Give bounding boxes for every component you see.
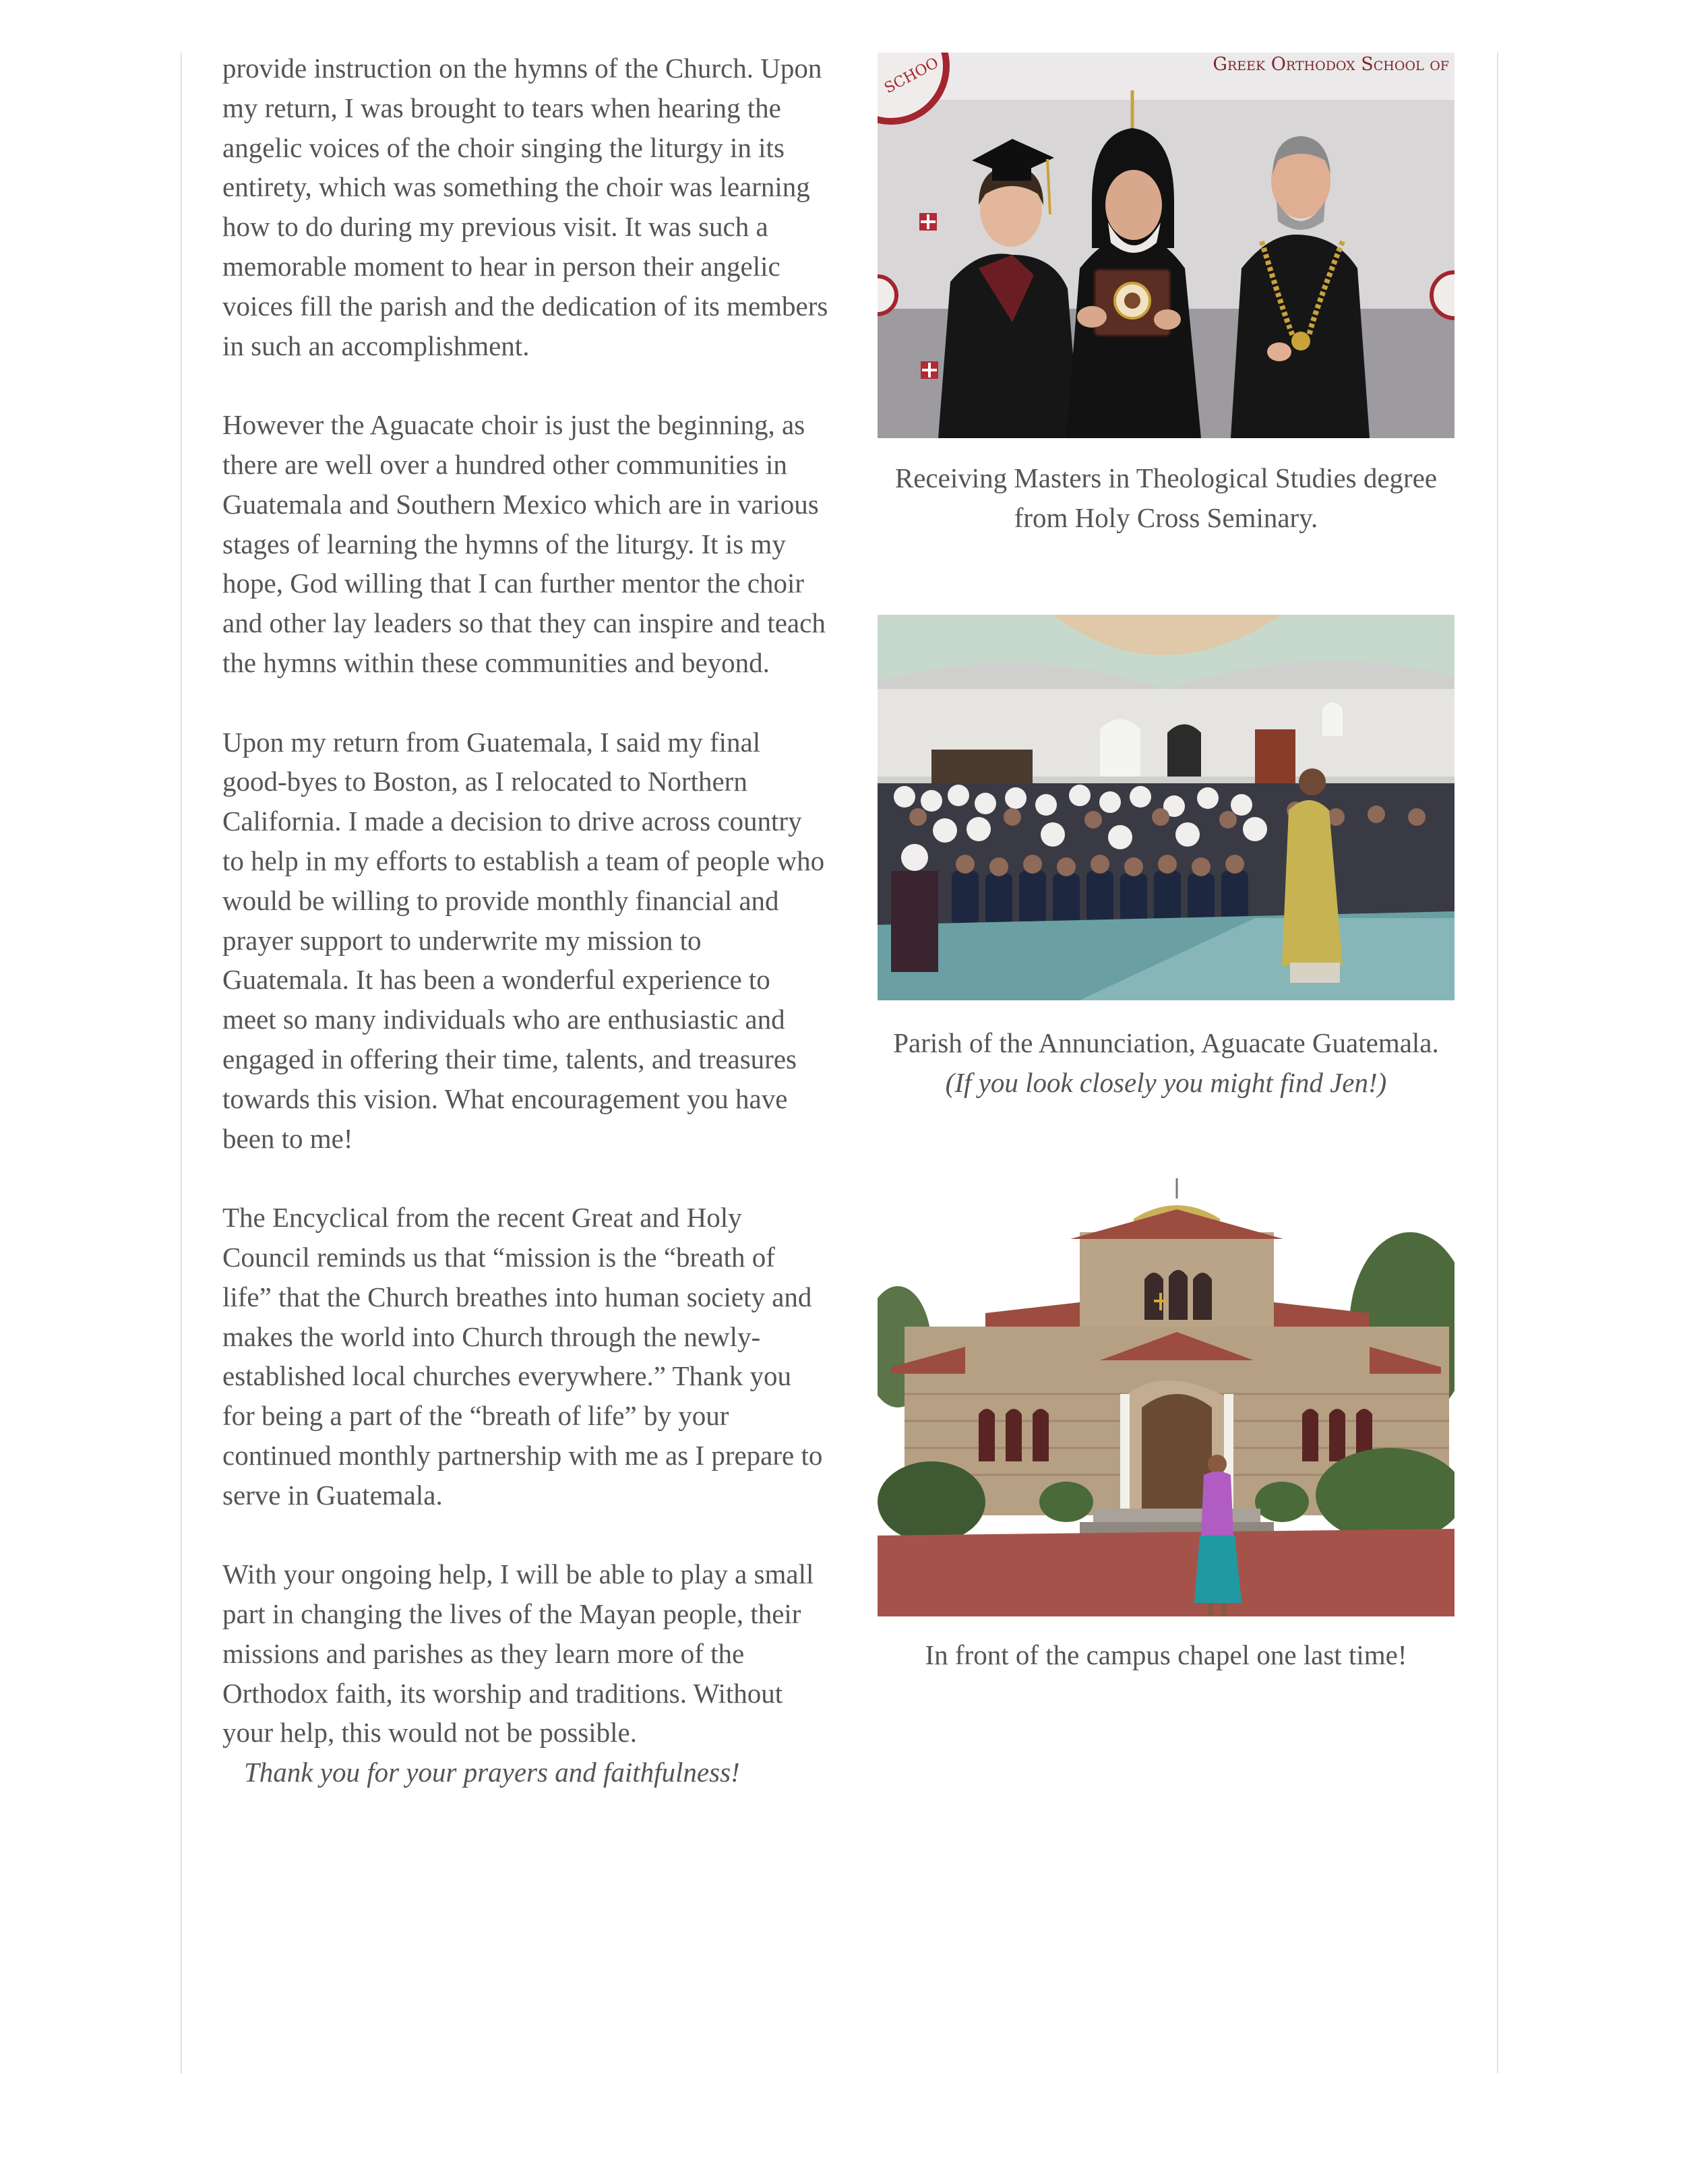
parish-caption-main: Parish of the Annunciation, Aguacate Guatemala. [893, 1027, 1439, 1058]
paragraph-encyclical: The Encyclical from the recent Great and Holy Council reminds us that “mission is the “breath of life” that the Church breathes into human society and makes the world into Church through the newly-established local churches everywhere.” Thank you for being a part of the “breath of life” by your continued monthly partnership with me as I prepare to serve in Guatemala. [222, 1202, 823, 1511]
parish-caption [869, 1023, 1463, 1103]
graduation-photo [878, 53, 1454, 438]
paragraph-relocation: Upon my return from Guatemala, I said my final good-byes to Boston, as I relocated to Northern California. I made a decision to drive across country to help in my efforts to establish a team of people who would be willing to provide monthly financial and prayer support to underwrite my mission to Guatemala. It has been a wonderful experience to meet so many individuals who are enthusiastic and engaged in offering their time, talents, and treasures towards this vision. What encouragement you have been to me! [222, 726, 825, 1154]
graduation-caption: Receiving Masters in Theological Studies degree from Holy Cross Seminary. [894, 462, 1438, 533]
banner-text: Greek Orthodox School of [1213, 54, 1449, 75]
chapel-caption: In front of the campus chapel one last time! [925, 1639, 1407, 1670]
seal-text: SCHOO [882, 54, 942, 97]
chapel-photo [878, 1178, 1454, 1616]
paragraph-choir-return: provide instruction on the hymns of the Church. Upon my return, I was brought to tears when hearing the angelic voices of the choir singing the liturgy in its entirety, which was something the choir was learning how to do during my previous visit. It was such a memorable moment to hear in person their angelic voices fill the parish and the dedication of its members in such an accomplishment. [222, 53, 828, 361]
closing-thanks: Thank you for your prayers and faithfulness! [244, 1757, 740, 1788]
paragraph-ongoing-help: With your ongoing help, I will be able to play a small part in changing the lives of the Mayan people, their missions and parishes as they learn more of the Orthodox faith, its worship and traditions. Without your help, this would not be possible. [222, 1558, 814, 1749]
left-frame-line [181, 53, 182, 2073]
parish-photo [878, 615, 1454, 1000]
parish-caption-italic: (If you look closely you might find Jen!) [945, 1066, 1387, 1098]
article-text-column [222, 49, 829, 1792]
paragraph-aguacate-choir: However the Aguacate choir is just the beginning, as there are well over a hundred other communities in Guatemala and Southern Mexico which are in various stages of learning the hymns of the liturgy. It is my hope, God willing that I can further mentor the choir and other lay leaders so that they can inspire and teach the hymns within these communities and beyond. [222, 409, 826, 678]
right-frame-line [1497, 53, 1498, 2073]
